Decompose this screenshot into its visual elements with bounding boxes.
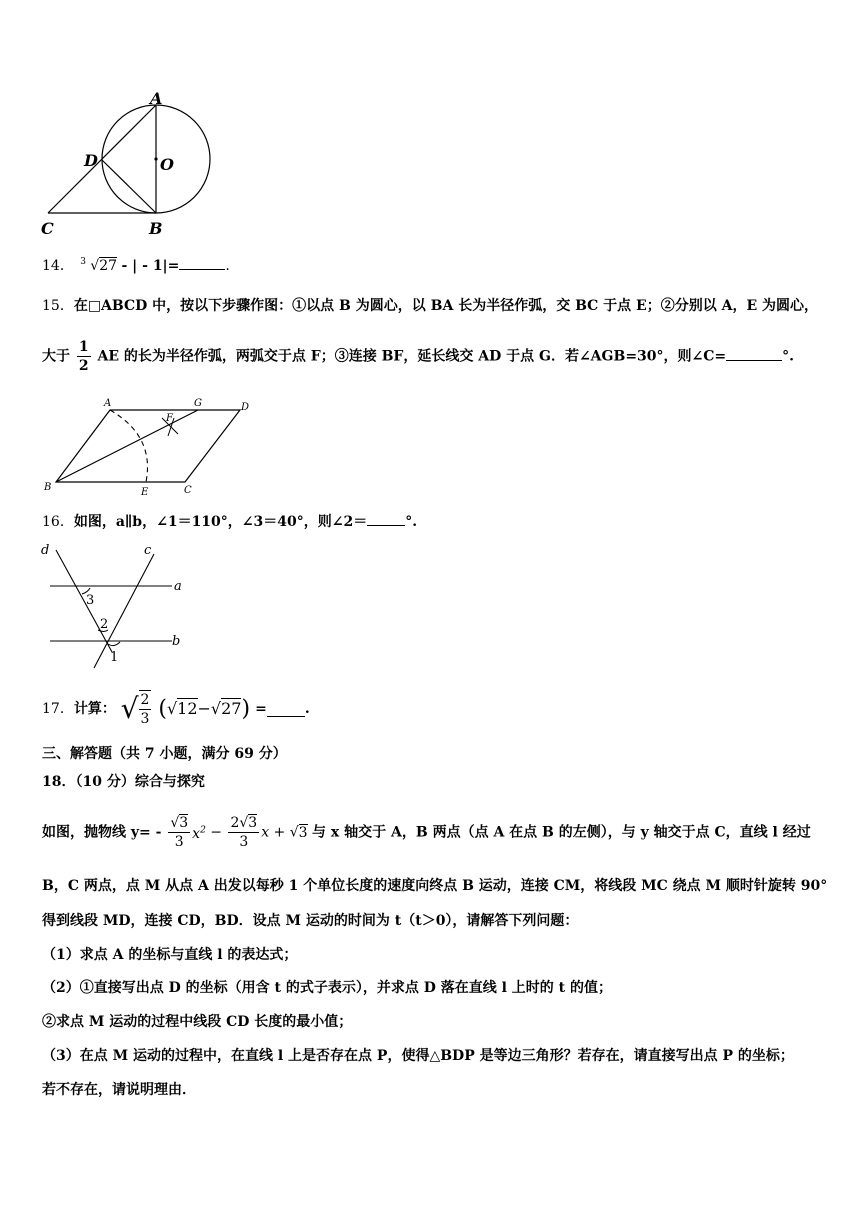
q18-frac1-num: √3: [170, 815, 189, 831]
label-o: O: [160, 155, 174, 174]
q15-text-line1: 在□ABCD 中，按以下步骤作图：①以点 B 为圆心，以 BA 长为半径作弧，交 BC 于点 E；②分别以 A，E 为圆心，: [73, 298, 818, 314]
question-14: [42, 255, 230, 276]
q14-cube-root: [78, 256, 117, 276]
q18-x: x: [261, 824, 270, 841]
arc-ae: [110, 410, 148, 482]
q16-text: 如图，a∥b，∠1＝110°，∠3＝40°，则∠2＝: [73, 514, 368, 530]
q15-number: 15．: [42, 298, 74, 314]
question-18-intro: 如图，抛物线 y= - $\frac{√3}{3}$ $x^2$ − $\frac{2√3}{3}$ x + √3 与 x 轴交于 A，B 两点（点 A 在点 B 的左侧），与 y 轴交于点 C，直线 l 经过: [42, 815, 811, 850]
q17-number: 17．: [42, 701, 74, 717]
question-18-title: 18．（10 分）综合与探究: [42, 774, 205, 790]
angle-arc-1: [108, 642, 120, 646]
q14-answer-blank[interactable]: [179, 255, 225, 270]
label-3: 3: [86, 593, 95, 608]
label-b: B: [44, 482, 52, 493]
label-b: b: [172, 634, 181, 649]
center-dot: [154, 157, 157, 160]
question-16: [42, 511, 417, 532]
radical-sign-icon: √: [166, 698, 178, 718]
q17-equals: =: [255, 701, 267, 717]
q18-frac-sqrt3-over-3: [168, 814, 190, 851]
question-15-line1: [42, 296, 818, 316]
q14-end: .: [225, 258, 230, 274]
q18-part3b: 若不存在，请说明理由．: [42, 1082, 196, 1098]
label-b: B: [149, 219, 163, 238]
parallelogram-abcd: [56, 410, 240, 482]
q17-minus: −: [197, 698, 211, 718]
question-17: [42, 690, 310, 730]
label-f: F: [166, 413, 173, 424]
q17-answer-blank[interactable]: [267, 702, 305, 717]
q16-answer-blank[interactable]: [367, 511, 405, 526]
line-c: [94, 554, 154, 668]
label-c: C: [41, 219, 54, 238]
label-c: C: [184, 485, 192, 496]
q15-frac-num: 1: [78, 339, 89, 355]
label-d: D: [84, 151, 98, 170]
q17-frac-den: 3: [140, 711, 150, 727]
q15-answer-blank[interactable]: [726, 346, 782, 361]
q18-x-squared: $x^2$: [192, 825, 206, 843]
label-d: d: [41, 543, 50, 558]
q18-frac-2sqrt3-over-3: [228, 814, 259, 851]
section-3-heading: 三、解答题（共 7 小题，满分 69 分）: [42, 746, 287, 762]
label-1: 1: [110, 650, 119, 665]
q18-frac2-den: 3: [239, 834, 249, 850]
parallel-lines-figure: [38, 538, 188, 668]
q15-line2-post: AE 的长为半径作弧，两弧交于点 F；③连接 BF，延长线交 AD 于点 G．若∠AGB=30°，则∠C=: [97, 348, 727, 365]
label-2: 2: [100, 617, 109, 632]
label-a: A: [150, 89, 163, 108]
q14-radicand: 27: [99, 258, 118, 274]
q17-label: 计算：: [73, 701, 116, 717]
q16-number: 16．: [42, 514, 74, 530]
q18-line3: 得到线段 MD，连接 CD，BD．设点 M 运动的时间为 t（t＞0），请解答下列问题：: [42, 913, 579, 929]
q15-line2-pre: 大于: [42, 348, 70, 365]
radical-sign-icon: √: [90, 258, 100, 274]
q18-part1: （1）求点 A 的坐标与直线 l 的表达式；: [42, 947, 298, 963]
label-g: G: [194, 398, 202, 409]
q18-line2: B，C 两点，点 M 从点 A 出发以每秒 1 个单位长度的速度向终点 B 运动，连接 CM，将线段 MC 绕点 M 顺时针旋转 90°: [42, 878, 828, 894]
circle-tangent-figure: [38, 88, 228, 238]
q17-radicand-2: 27: [221, 698, 242, 718]
parallelogram-figure: [40, 396, 260, 502]
q18-part2b: ②求点 M 运动的过程中线段 CD 长度的最小值；: [42, 1014, 353, 1030]
label-a: a: [174, 579, 182, 594]
q15-fraction: [77, 338, 91, 375]
q18-part3: （3）在点 M 运动的过程中，在直线 l 上是否存在点 P，使得△BDP 是等边三角形？若存在，请直接写出点 P 的坐标；: [42, 1048, 794, 1064]
label-d: D: [241, 402, 250, 413]
question-15-line2: [42, 338, 794, 375]
q17-frac-num: 2: [140, 692, 150, 708]
q14-number: 14．: [42, 258, 74, 274]
q18-frac2-num: 2√3: [230, 815, 258, 831]
q18-frac1-den: 3: [174, 834, 184, 850]
q14-expression: - | - 1|=: [121, 258, 180, 274]
q17-end: .: [304, 701, 310, 717]
q15-frac-den: 2: [78, 358, 89, 374]
q17-fraction: [139, 690, 152, 728]
q17-sqrt-fraction: [121, 690, 154, 728]
label-a: A: [104, 398, 112, 409]
q17-paren-expr: (√12−√27): [158, 696, 251, 722]
q14-radical-index: 3: [80, 257, 87, 267]
segment-bg: [56, 410, 198, 482]
q16-end: °.: [405, 514, 418, 530]
label-c: c: [144, 543, 152, 558]
q18-intro-post: 与 x 轴交于 A，B 两点（点 A 在点 B 的左侧），与 y 轴交于点 C，直线 l 经过: [312, 824, 811, 841]
q18-intro-pre: 如图，抛物线 y= -: [42, 824, 162, 841]
label-e: E: [141, 487, 149, 498]
radical-sign-icon: √: [210, 698, 222, 718]
line-d: [56, 550, 112, 652]
q15-end: °.: [782, 348, 795, 365]
q18-part2: （2）①直接写出点 D 的坐标（用含 t 的式子表示），并求点 D 落在直线 l 上时的 t 的值；: [42, 980, 613, 996]
radical-sign-icon: √: [120, 692, 139, 725]
q17-radicand-1: 12: [177, 698, 198, 718]
